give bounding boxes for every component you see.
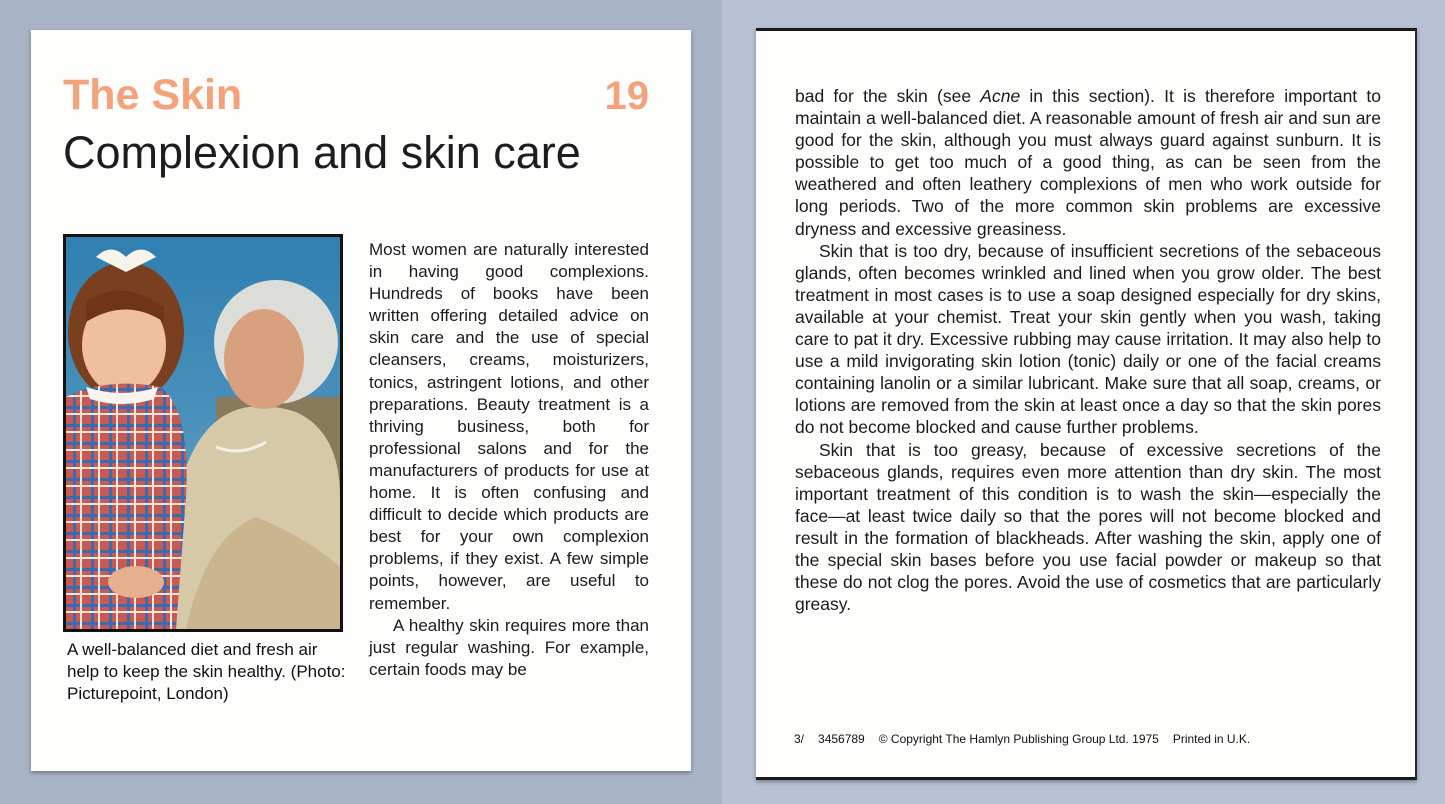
footer-copyright: © Copyright The Hamlyn Publishing Group Ltd. 1975 bbox=[878, 732, 1159, 746]
back-paragraph-1 bbox=[795, 85, 1381, 240]
back-text-run: in this section). It is therefore important to maintain a well-balanced diet. A reasonable amount of fresh air and sun are good for the skin, although you must always guard against sunburn. It is possible to get too much of a good thing, as can be seen from the weathered and often leathery complexions of men who work outside for long periods. Two of the more common skin problems are excessive dryness and excessive greasiness. bbox=[795, 86, 1382, 239]
front-paragraph: A healthy skin requires more than just regular washing. For example, certain foods may be bbox=[369, 615, 649, 679]
card-back bbox=[756, 28, 1417, 780]
back-paragraph-3: Skin that is too greasy, because of excessive secretions of the sebaceous glands, requires even more attention than dry skin. The most important treatment of this condition is to wash the skin—especially the face—at least twice daily so that the pores will not become blocked and result in the formation of blackheads. After washing the skin, apply one of the special skin bases before you use facial powder or makeup so that these do not clog the pores. Avoid the use of cosmetics that are particularly greasy. bbox=[795, 439, 1381, 615]
front-body-text bbox=[369, 239, 649, 681]
acne-reference: Acne bbox=[980, 86, 1021, 106]
back-body-text bbox=[795, 85, 1381, 615]
front-paragraph: Most women are naturally interested in having good complexions. Hundreds of books have been written offering detailed advice on skin care and the use of special cleansers, creams, moisturizers, tonics, astringent lotions, and other preparations. Beauty treatment is a thriving business, both for professional salons and for the manufacturers of products for use at home. It is often confusing and difficult to decide which products are best for your own complexion problems, if they exist. A few simple points, however, are useful to remember. bbox=[369, 240, 649, 613]
card-number: 19 bbox=[604, 74, 649, 118]
photo-caption: A well-balanced diet and fresh air help to keep the skin healthy. (Photo: Picturepoint, London) bbox=[67, 640, 346, 703]
card-title: Complexion and skin care bbox=[63, 127, 581, 178]
photo bbox=[63, 234, 343, 632]
section-title: The Skin bbox=[63, 71, 243, 119]
footer-number: 3456789 bbox=[818, 732, 865, 746]
footer bbox=[794, 732, 1264, 746]
footer-printed: Printed in U.K. bbox=[1172, 732, 1251, 746]
back-paragraph-2: Skin that is too dry, because of insufficient secretions of the sebaceous glands, often becomes wrinkled and lined when you grow older. The best treatment in most cases is to use a soap designed especially for dry skins, available at your chemist. Treat your skin gently when you wash, taking care to pat it dry. Excessive rubbing may cause irritation. It may also help to use a mild invigorating skin lotion (tonic) daily or one of the facial creams containing lanolin or a similar lubricant. Make sure that all soap, creams, or lotions are removed from the skin at least once a day so that the skin pores do not become blocked and cause further problems. bbox=[795, 240, 1381, 438]
back-text-run: bad for the skin (see bbox=[795, 86, 981, 106]
footer-code: 3/ bbox=[794, 732, 805, 746]
card-front bbox=[31, 30, 691, 771]
